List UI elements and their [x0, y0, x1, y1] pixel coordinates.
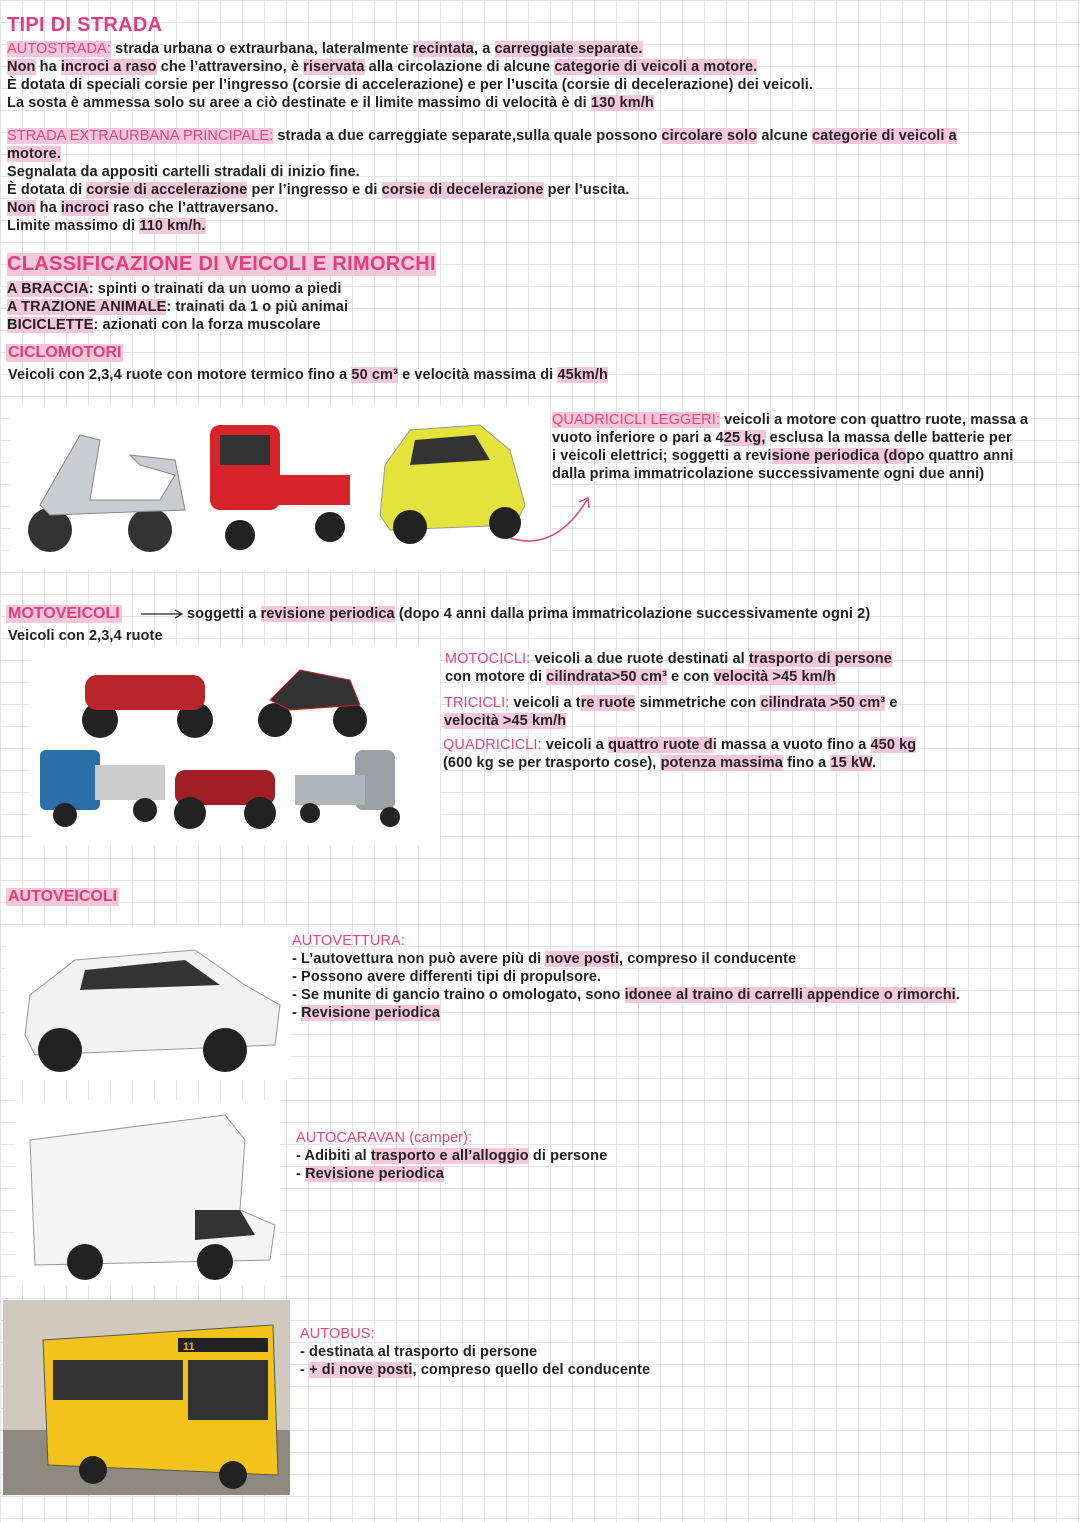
heading-classificazione: CLASSIFICAZIONE DI VEICOLI E RIMORCHI: [7, 253, 436, 275]
section-label: MOTOCICLI:: [445, 651, 531, 667]
car-image: [5, 925, 290, 1080]
text-line: [7, 163, 360, 181]
text-line: [7, 217, 206, 235]
text: : spinti o trainati da un uomo a piedi: [88, 281, 342, 297]
camper-image: [15, 1100, 280, 1285]
text: -: [292, 1005, 302, 1021]
section-label: STRADA EXTRAURBANA PRINCIPALE:: [7, 128, 274, 144]
text-line: [8, 627, 163, 645]
heading-tipi-di-strada: TIPI DI STRADA: [7, 14, 163, 36]
text: - destinata al trasporto di persone: [300, 1344, 538, 1360]
text-line: [7, 181, 630, 199]
text-line: [445, 668, 836, 686]
text: - Possono avere differenti tipi di propulsore.: [292, 969, 602, 985]
text: (dopo 4 anni dalla prima immatricolazione successivamente ogni 2): [394, 606, 871, 622]
text-line: [296, 1165, 444, 1183]
text: per l’ingresso e di: [247, 182, 382, 198]
text-line: [552, 411, 1028, 429]
text: : trainati da 1 o più animai: [166, 299, 349, 315]
highlighted-text: cilindrata>50 cm³: [546, 669, 667, 685]
highlighted-text: 130 km/h: [590, 95, 654, 111]
heading-motoveicoli: MOTOVEICOLI: [8, 605, 120, 622]
text: che l’attraversino, è: [156, 59, 304, 75]
text-line: [552, 429, 1012, 447]
text: - Se munite di gancio traino o omologato, sono: [292, 987, 625, 1003]
text-line: [445, 650, 892, 668]
text: con motore di: [445, 669, 547, 685]
highlighted-text: A BRACCIA: [7, 281, 89, 297]
section-label: AUTOSTRADA:: [7, 41, 111, 57]
text: fino a: [782, 755, 831, 771]
highlighted-text: 450 kg: [870, 737, 917, 753]
highlighted-text: 110 km/h.: [139, 218, 206, 234]
highlighted-text: riservata: [303, 59, 365, 75]
section-label: AUTOVETTURA:: [292, 933, 405, 949]
highlighted-text: potenza massima: [660, 755, 783, 771]
text: (600 kg se per trasporto cose),: [443, 755, 661, 771]
highlighted-text: Non: [7, 200, 36, 216]
highlighted-text: + di nove posti: [309, 1362, 413, 1378]
text-line: [7, 40, 643, 58]
text-line: [292, 968, 601, 986]
text: strada a due carreggiate separate,sulla quale possono: [273, 128, 662, 144]
text-line: [7, 199, 278, 217]
section-label: TRICICLI:: [444, 695, 510, 711]
text: veicoli a motore con quattro ruote, massa a: [719, 412, 1029, 428]
section-label: QUADRICICLI LEGGERI:: [552, 412, 720, 428]
text-line: [187, 605, 870, 623]
text: di persone: [528, 1148, 608, 1164]
text-line: [7, 280, 341, 298]
text-line: [300, 1361, 650, 1379]
section-label: QUADRICICLI:: [443, 737, 542, 753]
microcar-image: [380, 425, 525, 544]
highlighted-text: categorie di veicoli a motore.: [554, 59, 758, 75]
text-line: [444, 712, 566, 730]
text-line: [292, 1004, 440, 1022]
text-line: [443, 736, 916, 754]
arrow-right-icon: [141, 608, 185, 620]
text: È dotata di speciali corsie per l’ingresso (corsie di accelerazione) e per l’uscita (corsie di decelerazione) dei veicoli.: [7, 77, 813, 93]
highlighted-text: Revisione periodica: [305, 1166, 444, 1182]
highlighted-text: incroci a raso: [60, 59, 157, 75]
highlighted-text: trasporto e all’alloggio: [370, 1148, 529, 1164]
highlighted-text: 25 kg,: [723, 430, 766, 446]
text: per l’uscita.: [543, 182, 630, 198]
pickup-truck-image: [40, 750, 165, 827]
highlighted-text: corsie di accelerazione: [86, 182, 248, 198]
text-line: [552, 447, 1013, 465]
text-line: [7, 127, 957, 145]
ciclomotori-images: [10, 405, 550, 570]
text-line: [7, 316, 321, 334]
text-line: [292, 986, 960, 1004]
text: ha: [35, 59, 61, 75]
highlighted-text: quattro ruote d: [608, 737, 713, 753]
highlighted-text: corsie di decelerazione: [381, 182, 544, 198]
text: veicoli a t: [509, 695, 581, 711]
highlighted-text: BICICLETTE: [7, 317, 94, 333]
text: veicoli a: [541, 737, 609, 753]
bus-route-number: 11: [183, 1341, 195, 1353]
highlighted-text: Revisione periodica: [301, 1005, 440, 1021]
text: -: [296, 1166, 306, 1182]
text: e: [885, 695, 898, 711]
text: Veicoli con 2,3,4 ruote con motore termico fino a: [8, 367, 352, 383]
text: soggetti a: [187, 606, 261, 622]
text: , a: [473, 41, 495, 57]
text-line: [300, 1343, 537, 1361]
bus-image: [3, 1300, 290, 1495]
text-line: [292, 932, 405, 950]
motorcycle-image: [258, 670, 367, 737]
text-line: [7, 76, 813, 94]
text-line: [296, 1129, 472, 1147]
text-line: [7, 58, 757, 76]
highlighted-text: revisione periodica: [260, 606, 395, 622]
text: i massa a vuoto fino a: [712, 737, 871, 753]
highlighted-text: velocità >45 km/h: [713, 669, 836, 685]
text: .: [955, 987, 960, 1003]
highlighted-text: trasporto di persone: [748, 651, 892, 667]
heading-ciclomotori: CICLOMOTORI: [8, 344, 122, 361]
text: Limite massimo di: [7, 218, 140, 234]
highlighted-text: carreggiate separate.: [494, 41, 643, 57]
text-line: [7, 94, 654, 112]
text: i veicoli elettrici; soggetti a revi: [552, 448, 772, 464]
three-wheeler-van-image: [295, 750, 400, 827]
text-line: [8, 366, 608, 384]
highlighted-text: 45km/h: [557, 367, 609, 383]
text: : azionati con la forza muscolare: [93, 317, 321, 333]
section-label: AUTOCARAVAN (camper):: [296, 1130, 473, 1146]
highlighted-text: circolare solo: [661, 128, 758, 144]
text: veicoli a due ruote destinati al: [530, 651, 749, 667]
text: , compreso il conducente: [618, 951, 797, 967]
text-line: [300, 1325, 375, 1343]
text: ha: [35, 200, 61, 216]
motoveicoli-images: [30, 645, 440, 845]
sidecar-image: [82, 675, 213, 738]
text: alla circolazione di alcune: [364, 59, 555, 75]
highlighted-text: 50 cm³: [351, 367, 398, 383]
highlighted-text: velocità >45 km/h: [444, 713, 567, 729]
highlighted-text: A TRAZIONE ANIMALE: [7, 299, 167, 315]
text: Veicoli con 2,3,4 ruote: [8, 628, 163, 644]
text: Segnalata da appositi cartelli stradali di inizio fine.: [7, 164, 360, 180]
arrow-icon: [505, 490, 605, 550]
text: dalla prima immatricolazione successivamente ogni due anni): [552, 466, 985, 482]
highlighted-text: cilindrata >50 cm³: [760, 695, 886, 711]
heading-autoveicoli: AUTOVEICOLI: [8, 888, 118, 905]
text: po quattro anni: [906, 448, 1014, 464]
highlighted-text: recintata: [412, 41, 474, 57]
highlighted-text: Non: [7, 59, 36, 75]
section-label: AUTOBUS:: [300, 1326, 375, 1342]
text-line: [296, 1147, 607, 1165]
quad-bike-image: [174, 770, 276, 829]
text: raso che l’attraversano.: [109, 200, 279, 216]
highlighted-text: incroci: [60, 200, 110, 216]
text: È dotata di: [7, 182, 87, 198]
highlighted-text: motore.: [7, 146, 61, 162]
text: -: [300, 1362, 310, 1378]
text: .: [872, 755, 877, 771]
text-line: [444, 694, 897, 712]
text-line: [7, 145, 61, 163]
text: - Adibiti al: [296, 1148, 371, 1164]
text: simmetriche con: [635, 695, 761, 711]
text: strada urbana o extraurbana, lateralmente: [110, 41, 413, 57]
scooter-image: [28, 435, 185, 552]
highlighted-text: 15 kW: [830, 755, 873, 771]
text: - L’autovettura non può avere più di: [292, 951, 546, 967]
text-line: [7, 298, 348, 316]
text-line: [552, 465, 984, 483]
text: vuoto inferiore o pari a 4: [552, 430, 724, 446]
text-line: [443, 754, 876, 772]
highlighted-text: nove posti: [545, 951, 619, 967]
text: e con: [666, 669, 714, 685]
highlighted-text: categorie di veicoli a: [812, 128, 957, 144]
text: La sosta è ammessa solo su aree a ciò destinate e il limite massimo di velocità è di: [7, 95, 591, 111]
highlighted-text: idonee al traino di carrelli appendice o rimorchi: [624, 987, 956, 1003]
text: , compreso quello del conducente: [412, 1362, 651, 1378]
text: e velocità massima di: [397, 367, 558, 383]
text: alcune: [757, 128, 812, 144]
text: esclusa la massa delle batterie per: [765, 430, 1012, 446]
ape-image: [210, 425, 350, 550]
highlighted-text: re ruote: [580, 695, 636, 711]
text-line: [292, 950, 796, 968]
highlighted-text: sione periodica (do: [771, 448, 907, 464]
